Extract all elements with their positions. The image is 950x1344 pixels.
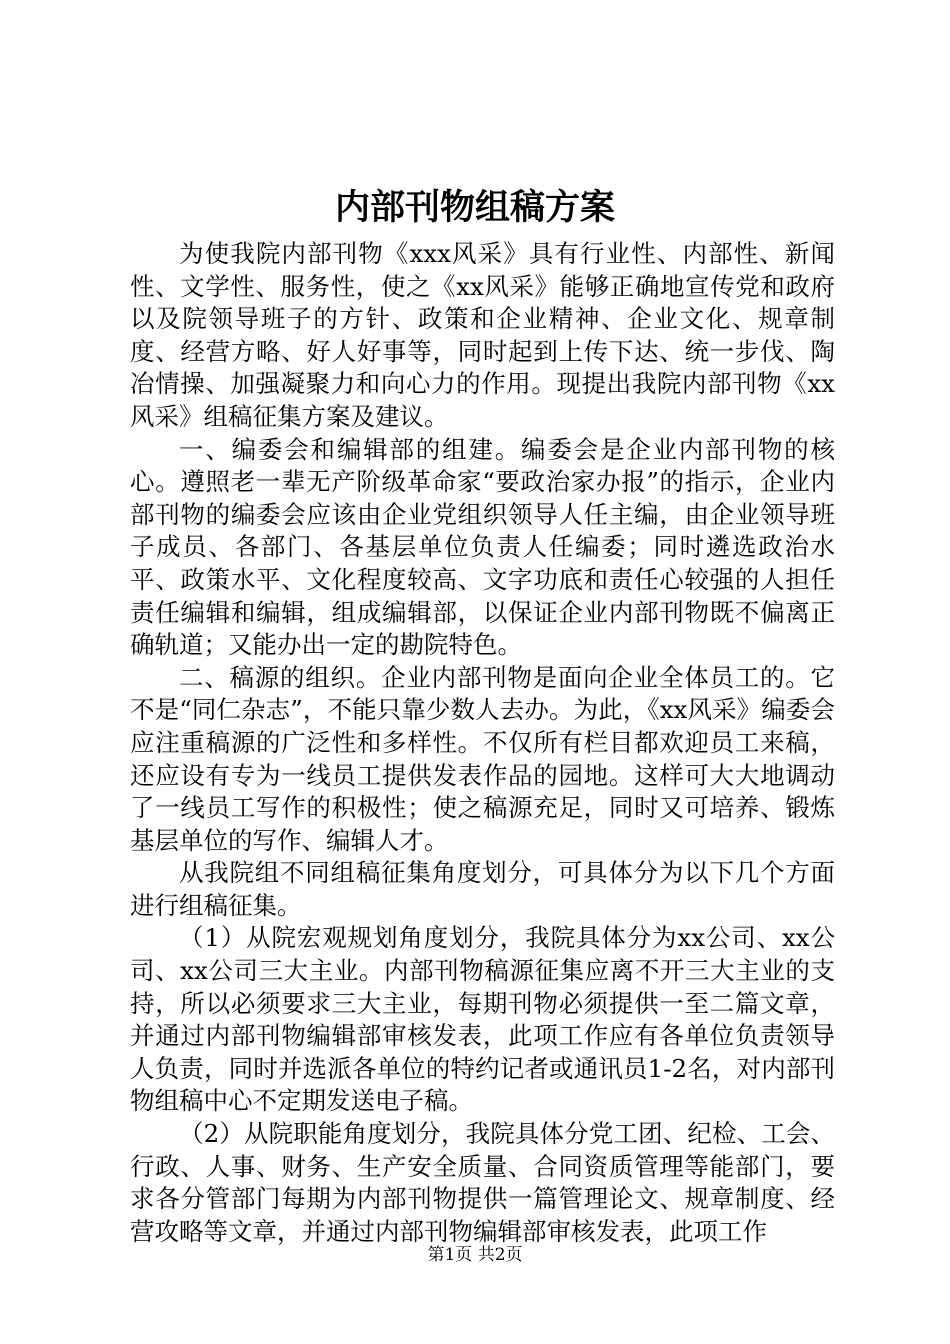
paragraph-editorial-board: 一、编委会和编辑部的组建。编委会是企业内部刊物的核心。遵照老一辈无产阶级革命家“要政治家办报”的指示，企业内部刊物的编委会应该由企业党组织领导人任主编，由企业领导班子成员、各部门、各基层单位负责人任编委；同时遴选政治水平、政策水平、文化程度较高、文字功底和责任心较强的人担任责任编辑和编辑，组成编辑部，以保证企业内部刊物既不偏离正确轨道；又能办出一定的勘院特色。 [130,434,835,660]
paragraph-collection-angles: 从我院组不同组稿征集角度划分，可具体分为以下几个方面进行组稿征集。 [130,858,835,920]
paragraph-item-1: （1）从院宏观规划角度划分，我院具体分为xx公司、xx公司、xx公司三大主业。内部刊物稿源征集应离不开三大主业的支持，所以必须要求三大主业，每期刊物必须提供一至二篇文章，并通过内部刊物编辑部审核发表，此项工作应有各单位负责领导人负责，同时并选派各单位的特约记者或通讯员1-2名，对内部刊物组稿中心不定期发送电子稿。 [130,923,835,1116]
page-footer: 第1页 共2页 [427,1245,523,1265]
paragraph-intro: 为使我院内部刊物《xxx风采》具有行业性、内部性、新闻性、文学性、服务性，使之《xx风采》能够正确地宣传党和政府以及院领导班子的方针、政策和企业精神、企业文化、规章制度、经营方略、好人好事等，同时起到上传下达、统一步伐、陶冶情操、加强凝聚力和向心力的作用。现提出我院内部刊物《xx风采》组稿征集方案及建议。 [130,239,835,431]
document-body [130,238,835,1248]
paragraph-item-2: （2）从院职能角度划分，我院具体分党工团、纪检、工会、行政、人事、财务、生产安全质量、合同资质管理等能部门，要求各分管部门每期为内部刊物提供一篇管理论文、规章制度、经营攻略等文章，并通过内部刊物编辑部审核发表，此项工作 [130,1119,835,1246]
paragraph-source-organization: 二、稿源的组织。企业内部刊物是面向企业全体员工的。它不是“同仁杂志”，不能只靠少数人去办。为此，《xx风采》编委会应注重稿源的广泛性和多样性。不仅所有栏目都欢迎员工来稿，还应设有专为一线员工提供发表作品的园地。这样可大大地调动了一线员工写作的积极性；使之稿源充足，同时又可培养、锻炼基层单位的写作、编辑人才。 [130,662,835,855]
document-title: 内部刊物组稿方案 [334,187,615,228]
